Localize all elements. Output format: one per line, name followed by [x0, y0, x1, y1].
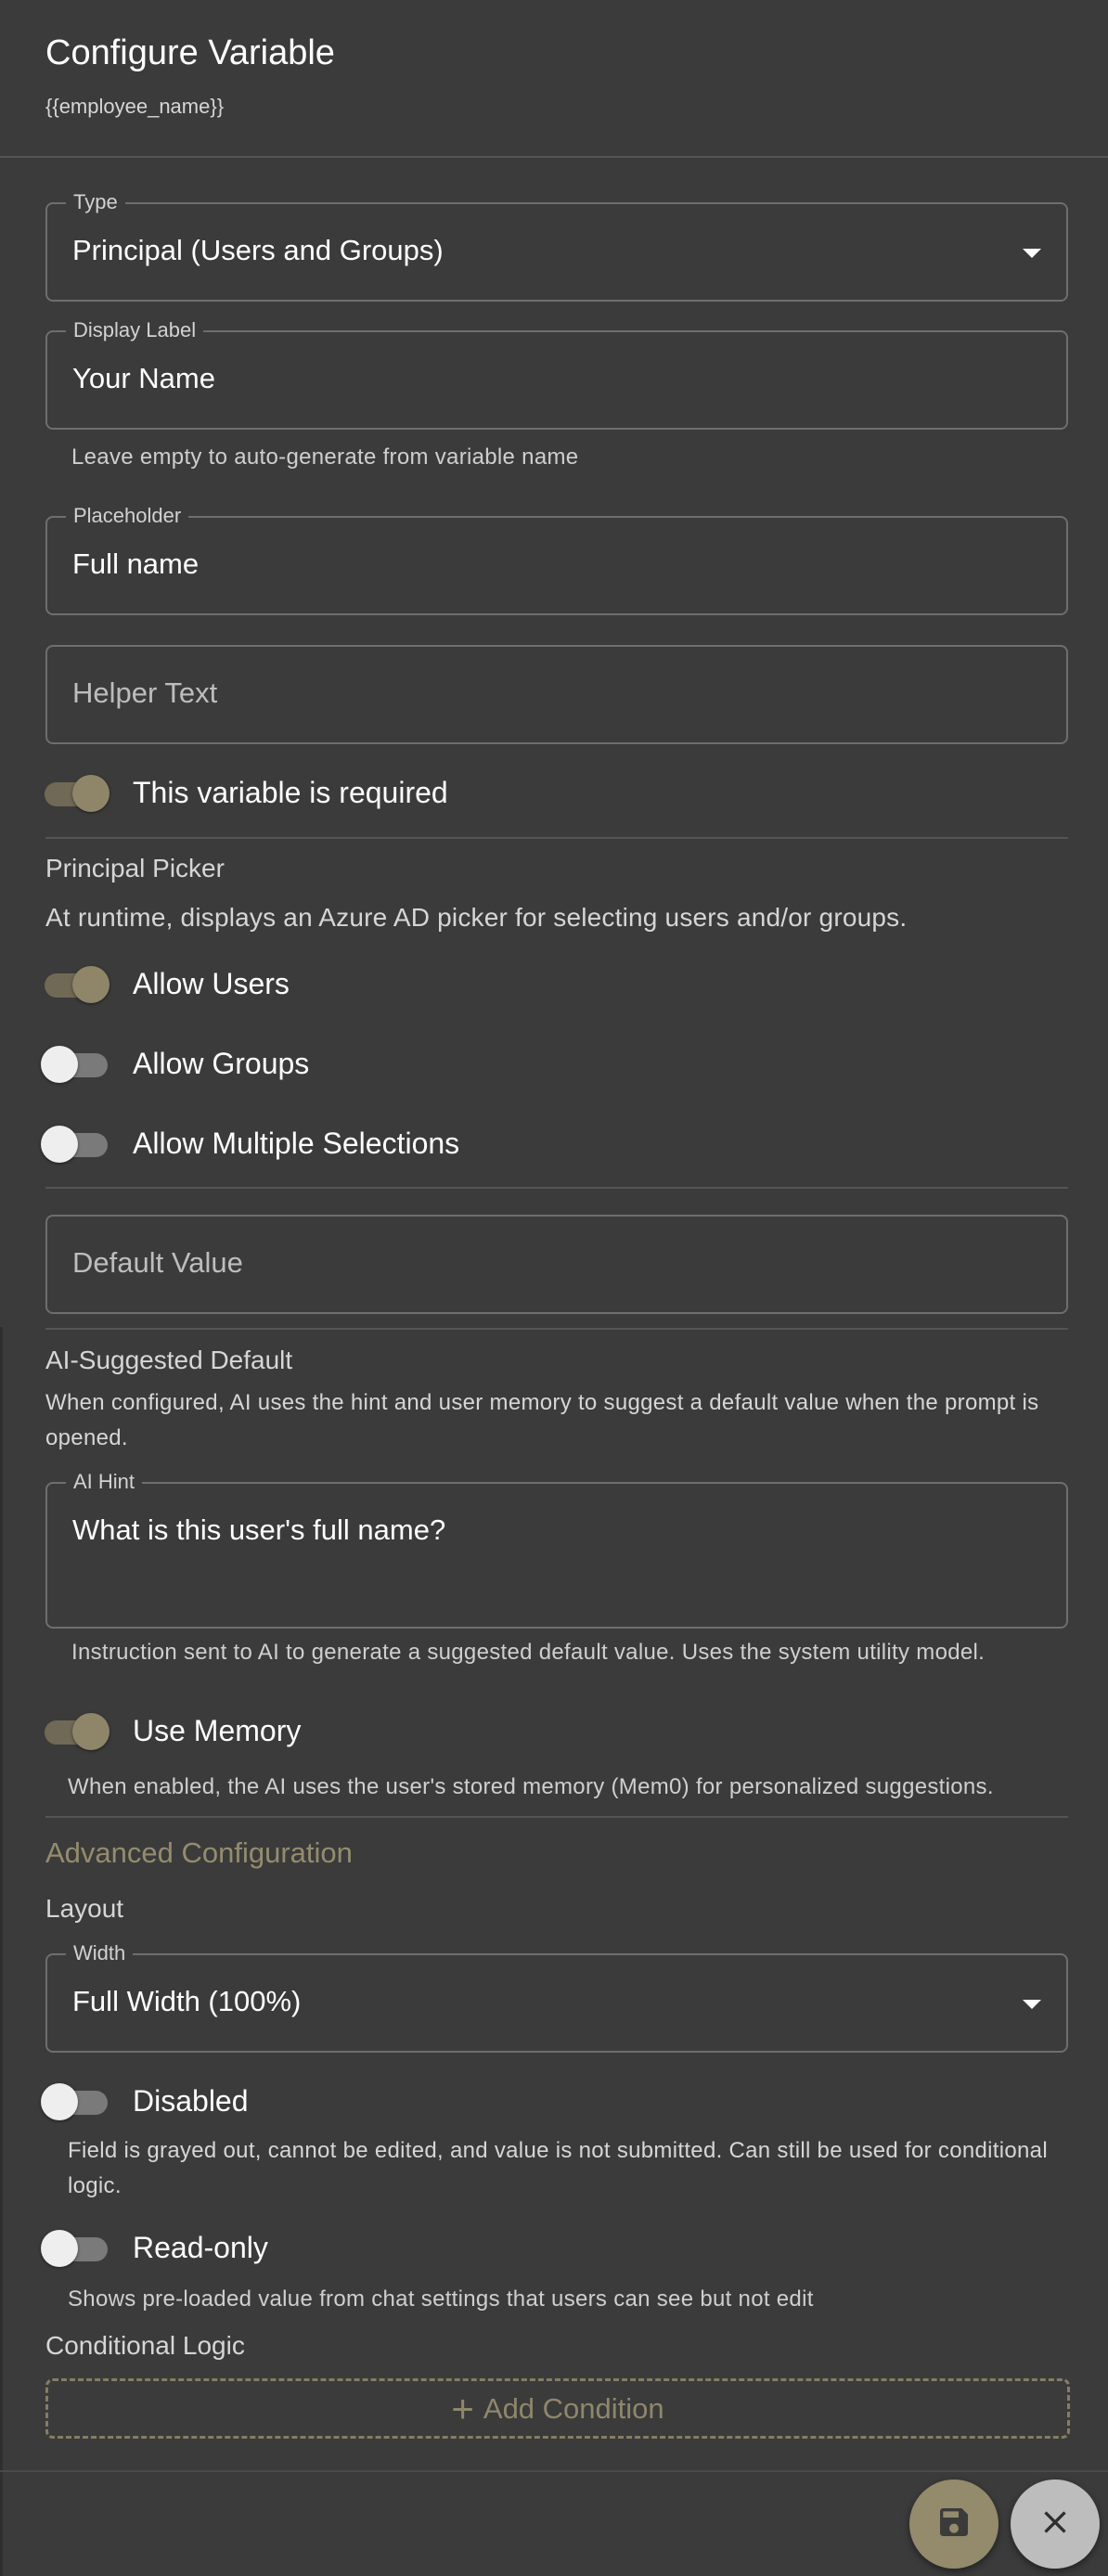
use-memory-toggle[interactable] — [41, 1709, 111, 1752]
use-memory-helper: When enabled, the AI uses the user's stored memory (Mem0) for personalized suggestions. — [68, 1774, 994, 1799]
required-toggle-thumb — [72, 775, 110, 812]
default-divider — [45, 1328, 1068, 1330]
allow-multiple-label: Allow Multiple Selections — [133, 1127, 460, 1160]
panel-edge — [0, 1327, 3, 2576]
principal-picker-heading: Principal Picker — [45, 854, 225, 882]
allow-multiple-toggle-thumb — [41, 1126, 78, 1163]
conditional-logic-heading: Conditional Logic — [45, 2331, 245, 2360]
placeholder-field-value: Full name — [72, 547, 200, 580]
default-value-placeholder: Default Value — [72, 1246, 243, 1279]
allow-groups-toggle[interactable] — [41, 1042, 111, 1085]
display-label-field[interactable] — [45, 318, 1068, 430]
close-button[interactable] — [1011, 2479, 1100, 2569]
layout-heading: Layout — [45, 1894, 124, 1923]
display-label-field-label: Display Label — [66, 318, 203, 342]
close-icon — [1037, 2504, 1074, 2545]
add-condition-button[interactable] — [45, 2378, 1070, 2439]
allow-groups-toggle-thumb — [41, 1046, 78, 1083]
ai-hint-field[interactable] — [45, 1470, 1068, 1629]
type-select-value: Principal (Users and Groups) — [72, 234, 444, 266]
variable-token: {{employee_name}} — [45, 95, 225, 118]
type-select[interactable] — [45, 190, 1068, 302]
advanced-configuration-heading: Advanced Configuration — [45, 1836, 353, 1869]
display-label-field-value: Your Name — [72, 362, 215, 394]
allow-users-toggle-thumb — [72, 966, 110, 1003]
footer-divider — [0, 2470, 1108, 2472]
required-toggle[interactable] — [41, 771, 111, 814]
ai-hint-helper: Instruction sent to AI to generate a suggested default value. Uses the system utility model. — [71, 1640, 986, 1665]
allow-users-toggle[interactable] — [41, 962, 111, 1005]
ai-hint-label: AI Hint — [66, 1470, 142, 1494]
width-select[interactable] — [45, 1941, 1068, 2053]
default-value-field[interactable] — [45, 1215, 1068, 1314]
ai-default-heading: AI-Suggested Default — [45, 1346, 293, 1374]
chevron-down-icon — [1023, 2000, 1041, 2009]
type-select-label: Type — [66, 190, 125, 214]
save-icon — [935, 2504, 973, 2545]
principal-picker-description: At runtime, displays an Azure AD picker for selecting users and/or groups. — [45, 903, 908, 932]
disabled-label: Disabled — [133, 2084, 249, 2118]
display-label-helper: Leave empty to auto-generate from variable name — [71, 444, 579, 470]
chevron-down-icon — [1023, 249, 1041, 258]
readonly-toggle-thumb — [41, 2230, 78, 2267]
dialog-title: Configure Variable — [45, 33, 335, 72]
placeholder-field[interactable] — [45, 504, 1068, 615]
readonly-label: Read-only — [133, 2231, 268, 2264]
ai-default-description: When configured, AI uses the hint and user memory to suggest a default value when the prompt is opened. — [45, 1390, 1039, 1450]
use-memory-toggle-thumb — [72, 1713, 110, 1750]
placeholder-field-label: Placeholder — [66, 504, 188, 528]
header-divider — [0, 156, 1108, 158]
picker-divider — [45, 1187, 1068, 1189]
allow-users-label: Allow Users — [133, 967, 290, 1000]
disabled-toggle[interactable] — [41, 2080, 111, 2122]
save-button[interactable] — [909, 2479, 998, 2569]
readonly-helper: Shows pre-loaded value from chat settings that users can see but not edit — [68, 2286, 814, 2312]
disabled-helper: Field is grayed out, cannot be edited, and value is not submitted. Can still be used for conditional logic. — [68, 2138, 1048, 2198]
readonly-toggle[interactable] — [41, 2226, 111, 2269]
add-condition-label: Add Condition — [483, 2391, 664, 2425]
ai-divider — [45, 1816, 1068, 1818]
required-divider — [45, 837, 1068, 839]
helper-text-placeholder: Helper Text — [72, 676, 218, 709]
allow-multiple-toggle[interactable] — [41, 1122, 111, 1165]
helper-text-field[interactable] — [45, 645, 1068, 744]
disabled-toggle-thumb — [41, 2083, 78, 2120]
width-select-value: Full Width (100%) — [72, 1985, 302, 2017]
use-memory-label: Use Memory — [133, 1714, 302, 1747]
required-toggle-label: This variable is required — [133, 776, 448, 809]
plus-icon: + — [451, 2386, 474, 2430]
ai-hint-value: What is this user's full name? — [72, 1513, 446, 1546]
allow-groups-label: Allow Groups — [133, 1047, 310, 1080]
width-select-label: Width — [66, 1941, 133, 1965]
